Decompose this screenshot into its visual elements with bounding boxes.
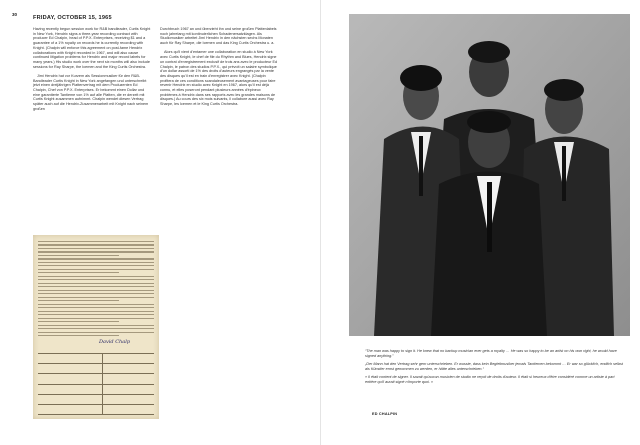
page-gutter	[320, 0, 321, 445]
text-column-right	[160, 27, 278, 111]
quote-german: „Der Mann hat den Vertrag sehr gern unterschrieben. Er wusste, dass kein Begleitmusiker jemals Tantiemen bekommt … Er war so glücklich, endlich selbst als Künstler ernst genommen zu werden, er hätte alles unterschrieben.“	[365, 362, 623, 371]
date-heading: FRIDAY, OCTOBER 15, 1965	[33, 15, 112, 21]
paragraph-english: Having recently begun session work for R&B bandleader, Curtis Knight in New York, Hendrix signs a three-year recording contract with producer Ed Chalpin, head of P.P.X. Enterprises, receiving $1 and a guarantee of a 1% royalty on records he is currently recording with Knight. (Chalpin will enforce this agreement on post-fame Hendrix collaborations with Knight recorded in 1967, and will also cause continued litigation problems for Hendrix and major record labels for many years.) His studio work over the next six months will also include sessions for Ray Sharpe, the Icemen and the King Curtis Orchestra.	[33, 27, 151, 69]
quote-block	[365, 349, 625, 388]
contract-document-image	[33, 235, 159, 419]
contract-signature: David Chalp	[99, 339, 131, 345]
quote-english: “The man was happy to sign it. He knew that no backup musician ever gets a royalty … He was so happy to be an artist on his own right, he would have signed anything.”	[365, 349, 617, 358]
paragraph-german-continued: Durchbruch 1967 an und überzieht ihn und seine großen Plattenlabels noch jahrelang mit kontinuierlichen Schadenersatzklagen. Als Studiomusiker arbeitet Jimi Hendrix in den nächsten sechs Monaten auch für Ray Sharpe, die Icemen und das King Curtis Orchestra u. a.	[160, 27, 277, 46]
band-photograph	[349, 14, 630, 336]
page-number: 30	[12, 12, 18, 17]
contract-table	[38, 353, 154, 414]
text-column-left	[33, 27, 151, 116]
paragraph-german: Jimi Hendrix hat vor Kurzem als Sessionmusiker für den R&B-Bandleader Curtis Knight in New York angefangen und unterschreibt jetzt einen dreijährigen Plattenvertrag mit dem Produzenten Ed Chalpin, Chef von P.P.X. Enterprises. Er bekommt einen Dollar und eine garantierte Tantieme von 1% auf alle Platten, die er derzeit mit Curtis Knight zusammen aufnimmt. Chalpin wendet diesen Vertrag später auch auf die Hendrix-Zusammenarbeit mit Knight nach seinem großen	[33, 73, 149, 111]
band-photo-illustration	[349, 14, 630, 336]
contract-text-lines	[38, 241, 154, 339]
paragraph-french: Alors qu'il vient d'entamer une collaboration en studio à New York avec Curtis Knight, le chef de file du Rhythm and Blues, Hendrix signe un contrat d'enregistrement exclusif de trois ans avec le producteur Ed Chalpin, le patron des studios P.P.X., qui prévoit un salaire symbolique d'un dollar assorti de 1% des droits d'auteurs engrangés par la vente des disques qu'il est en train d'enregistrer avec Knight. (Chalpin profitera de ces conditions scandaleusement avantageuses pour faire revenir Hendrix en studio avec Knight en 1967, alors qu'il est déjà connu, et elles poseront pendant plusieurs années d'épineux problèmes à Hendrix dans ses rapports avec les grandes maisons de disques.) Au cours des six mois suivants, il collabore aussi avec Ray Sharpe, les Icemen et le King Curtis Orchestra.	[160, 50, 278, 107]
quote-attribution: ED CHALPIN	[372, 412, 398, 416]
quote-french: « Il était content de signer. Il savait qu'aucun musicien de studio ne reçoit de droits d'auteur. Il était si heureux d'être considéré comme un artiste à part entière qu'il aurait signé n'importe quoi. »	[365, 375, 615, 384]
